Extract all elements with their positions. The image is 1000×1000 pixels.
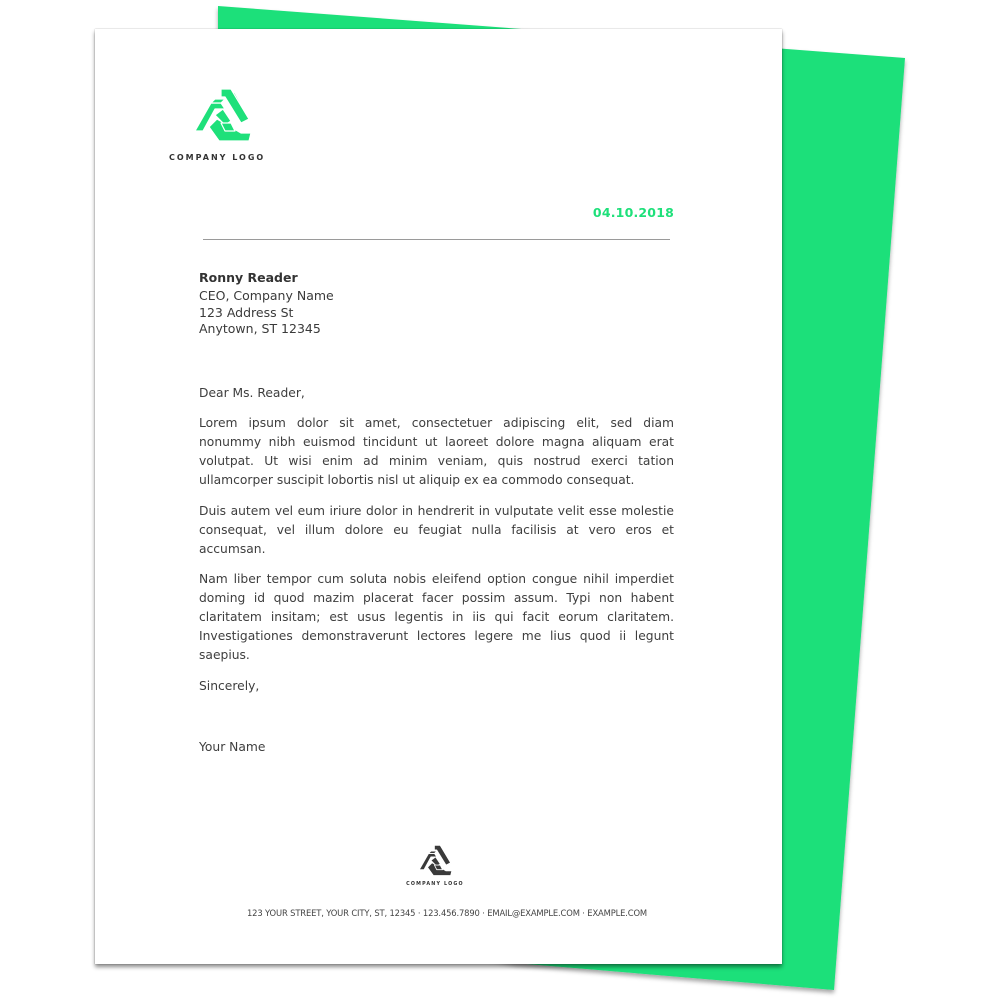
company-logo-header xyxy=(169,87,273,162)
salutation: Dear Ms. Reader, xyxy=(199,386,305,400)
footer-contact-line: 123 YOUR STREET, YOUR CITY, ST, 12345 · 123.456.7890 · EMAIL@EXAMPLE.COM · EXAMPLE.COM xyxy=(247,908,647,918)
triangle-knot-logo-icon xyxy=(417,844,453,878)
letter-page xyxy=(95,29,782,964)
recipient-title: CEO, Company Name xyxy=(199,288,334,303)
header-divider xyxy=(203,239,670,240)
body-paragraph: Lorem ipsum dolor sit amet, consectetuer adipiscing elit, sed diam nonummy nibh euismod tincidunt ut laoreet dolore magna aliquam erat volutpat. Ut wisi enim ad minim veniam, quis nostrud exerci tation ullamcorper suscipit lobortis nisl ut aliquip ex ea commodo consequat. xyxy=(199,416,674,487)
letter-date: 04.10.2018 xyxy=(592,205,674,220)
recipient-block xyxy=(199,270,334,338)
recipient-address-line1: 123 Address St xyxy=(199,304,294,320)
logo-caption: COMPANY LOGO xyxy=(406,882,464,887)
recipient-address-line2: Anytown, ST 12345 xyxy=(199,321,321,336)
body-paragraph: Duis autem vel eum iriure dolor in hendrerit in vulputate velit esse molestie consequat, vel illum dolore eu feugiat nulla facilisis at vero eros et accumsan. xyxy=(199,503,674,556)
letter-body xyxy=(199,384,674,768)
body-paragraph: Nam liber tempor cum soluta nobis eleifend option congue nihil imperdiet doming id quod mazim placerat facer possim assum. Typi non habent claritatem insitam; est usus legentis in iis qui facit eorum claritatem. Investigationes demonstraverunt lectores legere me lius quod ii legunt saepius. xyxy=(199,572,674,662)
logo-caption: COMPANY LOGO xyxy=(169,153,266,162)
company-logo-footer xyxy=(395,844,475,887)
recipient-name: Ronny Reader xyxy=(199,270,298,285)
closing: Sincerely, xyxy=(199,678,260,693)
triangle-knot-logo-icon xyxy=(191,87,253,145)
signature-name: Your Name xyxy=(199,739,266,754)
